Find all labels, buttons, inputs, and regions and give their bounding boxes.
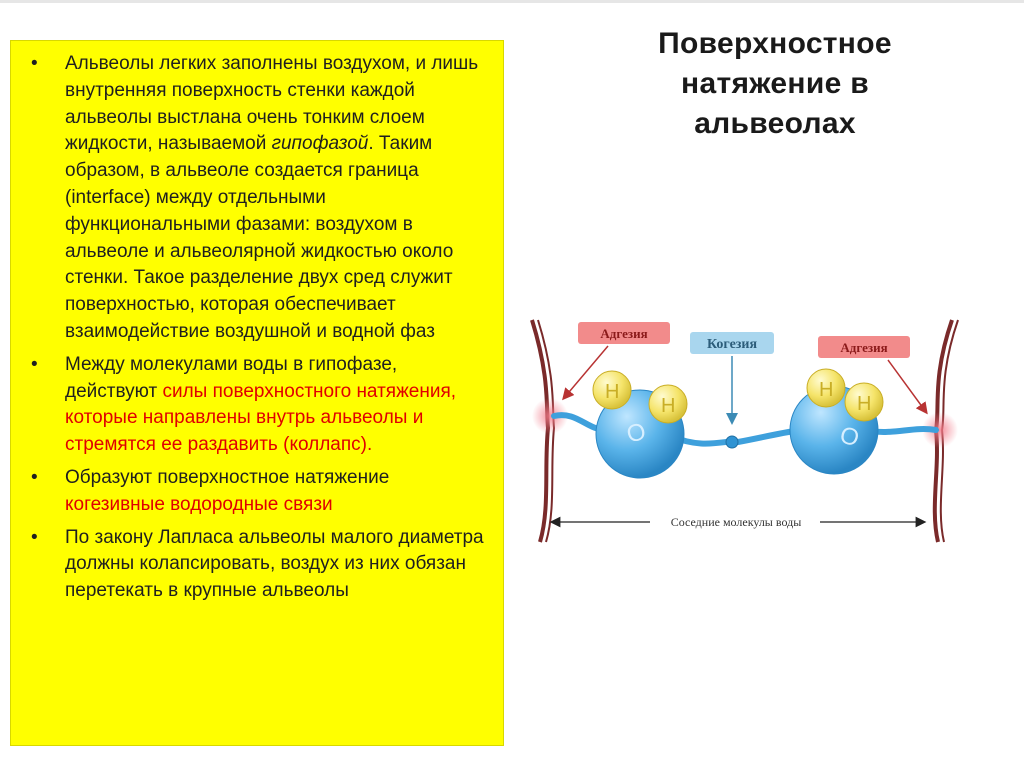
water-molecules-diagram	[520, 318, 962, 544]
italic-term: гипофазой	[271, 133, 369, 155]
bullet-item	[21, 51, 493, 346]
cohesion-label	[690, 332, 774, 354]
adhesion-text-left: Адгезия	[600, 326, 648, 341]
hydrogen-label-left-2: H	[661, 395, 676, 417]
bullet-item	[21, 465, 493, 519]
adhesion-label-right	[818, 336, 910, 358]
bullet-list	[21, 51, 493, 605]
highlighted-text: силы поверхностного натяжения, которые направлены внутрь альвеолы и стремятся ее раздавить (коллапс).	[65, 380, 457, 456]
adhesion-text-right: Адгезия	[840, 340, 888, 355]
hydrogen-label-right-1: H	[819, 379, 834, 401]
bullet-item	[21, 525, 493, 605]
bullet-text: По закону Лапласа альвеолы малого диаметра должны колапсировать, воздух из них обязан перетекать в крупные альвеолы	[65, 526, 484, 602]
bullet-marker: •	[31, 526, 38, 548]
water-molecule-right	[790, 369, 883, 474]
water-molecule-left	[593, 371, 687, 478]
adhesion-arrow-right	[888, 360, 926, 412]
adhesion-label-left	[578, 322, 670, 344]
hydrogen-label-left-1: H	[605, 381, 620, 403]
highlighted-text: когезивные водородные связи	[65, 493, 333, 515]
bullet-text: Альвеолы легких заполнены воздухом, и лишь внутренняя поверхность стенки каждой альвеолы выстлана очень тонким слоем жидкости, называемой	[65, 53, 479, 155]
diagram-caption: Соседние молекулы воды	[670, 515, 802, 529]
bullet-marker: •	[31, 53, 38, 74]
oxygen-label-left: O	[623, 417, 649, 449]
slide-title: Поверхностное натяжение в альвеолах	[658, 27, 892, 140]
bullet-item	[21, 352, 493, 459]
oxygen-label-right: O	[836, 421, 862, 453]
cohesion-contact	[726, 436, 738, 448]
cohesion-text: Когезия	[706, 337, 758, 352]
bullet-marker: •	[31, 353, 38, 375]
bullet-text: . Таким образом, в альвеоле создается граница (interface) между отдельными функциональными фазами: воздухом в альвеоле и альвеолярной жидкостью около стенки. Такое разделение двух сред служит поверхностью, которая обеспечивает взаимодействие воздушной и водной фаз	[65, 133, 454, 342]
text-box	[10, 40, 504, 746]
bullet-marker: •	[31, 466, 38, 488]
hydrogen-label-right-2: H	[857, 393, 872, 415]
bullet-text: Между молекулами воды в гипофазе, действуют	[65, 353, 398, 402]
top-rule	[0, 0, 1024, 3]
bullet-text: Образуют поверхностное натяжение	[65, 466, 390, 488]
